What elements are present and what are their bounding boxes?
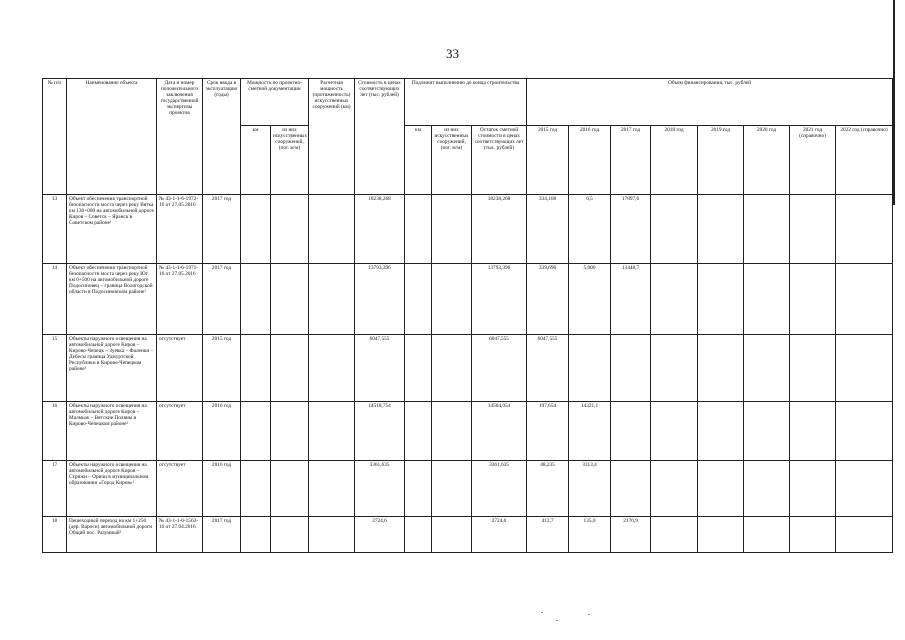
subheader-artificial-remaining: из них искусственных сооружений, (пог. м/м): [432, 126, 472, 195]
cell-2015: 6047,555: [527, 335, 569, 402]
subheader-km-remaining: км: [405, 126, 432, 195]
cell-commission: 2017 год: [203, 517, 241, 553]
scan-edge-line: [893, 0, 895, 205]
cell-2016: 5,000: [569, 264, 611, 335]
table-row: [43, 461, 893, 517]
cell-2016: 135,0: [569, 517, 611, 553]
cell-cost: 14518,754: [355, 402, 405, 461]
cell-name: Объекты наружного освещения на автомобильной дороге Киров – Малмыж – Вятские Поляны в Кирово-Чепецком районе¹: [67, 402, 157, 461]
cell-name: Объекты наружного освещения на автомобильной дороге Киров – Стрижи – Оричи в муниципальном образовании «Город Киров»¹: [67, 461, 157, 517]
cell-rest-cost: 3361,635: [472, 461, 527, 517]
scan-speck: [541, 612, 543, 613]
year-2015: 2015 год: [527, 126, 569, 195]
cell-km: [241, 264, 271, 335]
cell-2021: [790, 402, 836, 461]
cell-2021: [790, 461, 836, 517]
cell-no: 14: [43, 264, 67, 335]
cell-2017: 17897,6: [611, 195, 651, 264]
cell-km-remaining: [405, 335, 432, 402]
cell-2021: [790, 335, 836, 402]
year-2022: 2022 год (справочно): [836, 126, 893, 195]
subheader-artificial: из них искусственных сооружений, (пог. м/м): [271, 126, 309, 195]
header-capacity: Мощность по проектно-сметной документации: [241, 79, 309, 126]
cell-2021: [790, 264, 836, 335]
cell-2015: 412,7: [527, 517, 569, 553]
year-2017: 2017 год: [611, 126, 651, 195]
table-row: [43, 402, 893, 461]
cell-km-remaining: [405, 461, 432, 517]
cell-cost: 3361,635: [355, 461, 405, 517]
scan-speck: [556, 620, 558, 621]
cell-rest-cost: 6047,555: [472, 335, 527, 402]
cell-2019: [698, 517, 744, 553]
year-2020: 2020 год: [744, 126, 790, 195]
cell-artificial: [271, 461, 309, 517]
cell-commission: 2016 год: [203, 402, 241, 461]
cell-2015: 197,654: [527, 402, 569, 461]
cell-2015: 334,168: [527, 195, 569, 264]
cell-2018: [651, 195, 698, 264]
header-cost: Стоимость в ценах соответствующих лет (тыс. рублей): [355, 79, 405, 195]
cell-2020: [744, 335, 790, 402]
cell-2022: [836, 461, 893, 517]
cell-rest-cost: 13793,396: [472, 264, 527, 335]
cell-2017: [611, 335, 651, 402]
cell-2022: [836, 195, 893, 264]
cell-artificial-remaining: [432, 335, 472, 402]
cell-artificial-remaining: [432, 195, 472, 264]
cell-no: 15: [43, 335, 67, 402]
cell-no: 13: [43, 195, 67, 264]
cell-2019: [698, 402, 744, 461]
header-no: № п/п: [43, 79, 67, 195]
cell-2019: [698, 264, 744, 335]
cell-2021: [790, 195, 836, 264]
cell-commission: 2016 год: [203, 461, 241, 517]
cell-2017: 13448,7: [611, 264, 651, 335]
year-2016: 2016 год: [569, 126, 611, 195]
cell-calc: [309, 402, 355, 461]
cell-2018: [651, 264, 698, 335]
table-row: [43, 195, 893, 264]
header-calc-capacity: Расчетная мощность (протяженность) искусственных сооружений (км): [309, 79, 355, 195]
cell-name: Объект обеспечения транспортной безопасности моста через реку Вятка км 130+000 на автомобильной дороге Киров – Советск – Яранск в Советском районе¹: [67, 195, 157, 264]
cell-km: [241, 402, 271, 461]
year-2021: 2021 год (справочно): [790, 126, 836, 195]
cell-2017: [611, 461, 651, 517]
cell-km-remaining: [405, 195, 432, 264]
cell-artificial-remaining: [432, 264, 472, 335]
cell-km-remaining: [405, 402, 432, 461]
year-2018: 2018 год: [651, 126, 698, 195]
cell-2020: [744, 264, 790, 335]
cell-calc: [309, 335, 355, 402]
cell-km-remaining: [405, 517, 432, 553]
cell-2020: [744, 461, 790, 517]
cell-rest-cost: 2724,6: [472, 517, 527, 553]
header-name: Наименование объекта: [67, 79, 157, 195]
cell-2018: [651, 461, 698, 517]
cell-2019: [698, 335, 744, 402]
cell-expertise: № 43-1-1-6-1971-16 от 27.05.2016: [157, 264, 203, 335]
cell-name: Объект обеспечения транспортной безопасности моста через реку Юг км 0+500 на автомобильной дороге Подосиновец – граница Вологодской области в Подосиновском районе¹: [67, 264, 157, 335]
cell-km: [241, 461, 271, 517]
cell-2018: [651, 402, 698, 461]
cell-2022: [836, 517, 893, 553]
cell-artificial: [271, 335, 309, 402]
cell-2018: [651, 335, 698, 402]
cell-2019: [698, 195, 744, 264]
cell-2016: 6,5: [569, 195, 611, 264]
subheader-rest-cost: Остаток сметной стоимости в ценах соответствующих лет (тыс. рублей): [472, 126, 527, 195]
cell-artificial: [271, 517, 309, 553]
cell-cost: 6047,555: [355, 335, 405, 402]
table-row: [43, 517, 893, 553]
cell-2015: 48,235: [527, 461, 569, 517]
header-expertise: Дата и номер положительного заключения государственной экспертизы проектов: [157, 79, 203, 195]
header-commission: Срок ввода в эксплуатацию (годы): [203, 79, 241, 195]
cell-2016: 14321,1: [569, 402, 611, 461]
year-2019: 2019 год: [698, 126, 744, 195]
cell-rest-cost: 14504,054: [472, 402, 527, 461]
cell-2018: [651, 517, 698, 553]
cell-no: 17: [43, 461, 67, 517]
cell-commission: 2017 год: [203, 195, 241, 264]
cell-cost: 13793,396: [355, 264, 405, 335]
header-remaining: Подлежит выполнению до конца строительства: [405, 79, 527, 126]
cell-km-remaining: [405, 264, 432, 335]
cell-km: [241, 335, 271, 402]
cell-expertise: № 43-1-1-6-1972-16 от 27.05.2016: [157, 195, 203, 264]
cell-2017: 2176,9: [611, 517, 651, 553]
cell-calc: [309, 461, 355, 517]
cell-artificial: [271, 402, 309, 461]
cell-2016: [569, 335, 611, 402]
financing-table: [42, 78, 893, 553]
header-financing: Объем финансирования, тыс. рублей: [527, 79, 893, 126]
cell-2020: [744, 195, 790, 264]
cell-artificial-remaining: [432, 517, 472, 553]
cell-calc: [309, 517, 355, 553]
cell-2022: [836, 264, 893, 335]
cell-artificial: [271, 195, 309, 264]
table-row: [43, 335, 893, 402]
cell-commission: 2015 год: [203, 335, 241, 402]
subheader-km: км: [241, 126, 271, 195]
cell-2022: [836, 402, 893, 461]
cell-name: Объекты наружного освещения на автомобильной дороге Киров – Кирово-Чепецк – Зуевка – Фаленки – Дебесы граница Удмуртской Республики в Кирово-Чепецком районе¹: [67, 335, 157, 402]
cell-2020: [744, 517, 790, 553]
cell-2015: 339,696: [527, 264, 569, 335]
cell-km: [241, 517, 271, 553]
scan-speck: [588, 614, 590, 615]
cell-artificial: [271, 264, 309, 335]
cell-calc: [309, 195, 355, 264]
cell-commission: 2017 год: [203, 264, 241, 335]
cell-2016: 3313,4: [569, 461, 611, 517]
cell-expertise: отсутствует: [157, 461, 203, 517]
cell-expertise: отсутствует: [157, 335, 203, 402]
cell-2021: [790, 517, 836, 553]
cell-cost: 2724,6: [355, 517, 405, 553]
cell-name: Пешеходный переход на км 1+250 (дер. Вароси) автомобильной дороги Общий пос. Разумный²: [67, 517, 157, 553]
cell-2022: [836, 335, 893, 402]
page-number: 33: [446, 46, 459, 61]
cell-rest-cost: 18238,268: [472, 195, 527, 264]
cell-cost: 18238,268: [355, 195, 405, 264]
cell-2020: [744, 402, 790, 461]
cell-expertise: отсутствует: [157, 402, 203, 461]
cell-2017: [611, 402, 651, 461]
cell-no: 18: [43, 517, 67, 553]
cell-2019: [698, 461, 744, 517]
cell-calc: [309, 264, 355, 335]
cell-artificial-remaining: [432, 402, 472, 461]
cell-artificial-remaining: [432, 461, 472, 517]
cell-expertise: № 43-1-1-6-1563-16 от 27.04.2016: [157, 517, 203, 553]
cell-no: 16: [43, 402, 67, 461]
cell-km: [241, 195, 271, 264]
table-row: [43, 264, 893, 335]
